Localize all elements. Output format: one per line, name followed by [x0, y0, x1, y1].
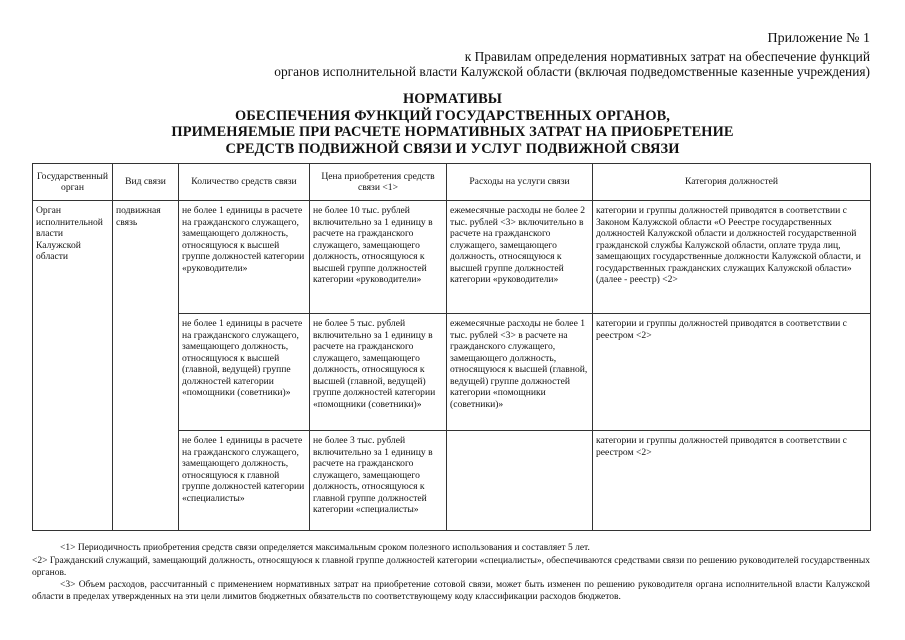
- cell-services: ежемесячные расходы не более 1 тыс. рублей <3> в расчете на гражданского служащего, замещающего должность, относящуюся к высшей (главной, ведущей) группе должностей категории «помощники (советники)»: [447, 314, 593, 431]
- cell-category: категории и группы должностей приводятся в соответствии с реестром <2>: [593, 314, 871, 431]
- cell-organ: Орган исполнительной власти Калужской области: [33, 201, 113, 531]
- appendix-reference-line-2: органов исполнительной власти Калужской области (включая подведомственные казенные учреждения): [274, 64, 870, 79]
- header-services: Расходы на услуги связи: [447, 164, 593, 201]
- appendix-number: Приложение № 1: [767, 31, 870, 46]
- cell-price: не более 10 тыс. рублей включительно за 1 единицу в расчете на гражданского служащего, замещающего должность, относящуюся к высшей группе должностей категории «руководители»: [310, 201, 447, 314]
- cell-category: категории и группы должностей приводятся в соответствии с Законом Калужской области «О Реестре государственных должностей Калужской области и должностей государственной гражданской службы Калужской области, оплате труда лиц, замещающих государственные должности Калужской области, и государственных гражданских служащих Калужской области» (далее - реестр) <2>: [593, 201, 871, 314]
- document-title: [0, 91, 905, 157]
- table-row: [33, 201, 871, 314]
- footnote-2: [32, 555, 870, 579]
- header-organ: Государственный орган: [33, 164, 113, 201]
- cell-type: подвижная связь: [113, 201, 179, 531]
- header-quantity: Количество средств связи: [179, 164, 310, 201]
- footnote-3: [32, 579, 870, 603]
- footnote-1: [32, 542, 870, 554]
- cell-quantity: не более 1 единицы в расчете на гражданского служащего, замещающего должность, относящуюся к высшей группе должностей категории «руководители»: [179, 201, 310, 314]
- norms-table: [32, 163, 871, 531]
- header-type: Вид связи: [113, 164, 179, 201]
- cell-price: не более 3 тыс. рублей включительно за 1 единицу в расчете на гражданского служащего, замещающего должность, относящуюся к главной группе должностей категории «специалисты»: [310, 431, 447, 531]
- cell-category: категории и группы должностей приводятся в соответствии с реестром <2>: [593, 431, 871, 531]
- footnote-1-text: <1> Периодичность приобретения средств связи определяется максимальным сроком полезного использования и составляет 5 лет.: [60, 543, 590, 553]
- footnote-3-text: <3> Объем расходов, рассчитанный с применением нормативных затрат на приобретение сотовой связи, может быть изменен по решению руководителя органа исполнительной власти Калужской области в пределах утвержденных на эти цели лимитов бюджетных обязательств по соответствующему коду классификации расходов бюджетов.: [32, 580, 870, 602]
- title-line-1: НОРМАТИВЫ: [402, 91, 503, 107]
- footnote-2-text: <2> Гражданский служащий, замещающий должность, относящуюся к главной группе должностей категории «специалисты», обеспечиваются средствами связи по решению руководителей государственных органов.: [32, 556, 870, 578]
- title-line-2: ОБЕСПЕЧЕНИЯ ФУНКЦИЙ ГОСУДАРСТВЕННЫХ ОРГАНОВ,: [234, 107, 671, 124]
- cell-services: [447, 431, 593, 531]
- appendix-reference-line-1: к Правилам определения нормативных затрат на обеспечение функций: [464, 49, 870, 64]
- header-price: Цена приобретения средств связи <1>: [310, 164, 447, 201]
- cell-services: ежемесячные расходы не более 2 тыс. рублей <3> включительно в расчете на гражданского служащего, замещающего должность, относящуюся к высшей группе должностей категории «руководители»: [447, 201, 593, 314]
- title-line-3: ПРИМЕНЯЕМЫЕ ПРИ РАСЧЕТЕ НОРМАТИВНЫХ ЗАТРАТ НА ПРИОБРЕТЕНИЕ: [171, 124, 734, 140]
- cell-price: не более 5 тыс. рублей включительно за 1 единицу в расчете на гражданского служащего, замещающего должность, относящуюся к высшей (главной, ведущей) группе должностей категории «помощники (советники)»: [310, 314, 447, 431]
- cell-quantity: не более 1 единицы в расчете на гражданского служащего, замещающего должность, относящуюся к главной группе должностей категории «специалисты»: [179, 431, 310, 531]
- table-header-row: [33, 164, 871, 201]
- cell-quantity: не более 1 единицы в расчете на гражданского служащего, замещающего должность, относящуюся к высшей (главной, ведущей) группе должностей категории «помощники (советники)»: [179, 314, 310, 431]
- title-line-4: СРЕДСТВ ПОДВИЖНОЙ СВЯЗИ И УСЛУГ ПОДВИЖНОЙ СВЯЗИ: [225, 140, 680, 157]
- header-category: Категория должностей: [593, 164, 871, 201]
